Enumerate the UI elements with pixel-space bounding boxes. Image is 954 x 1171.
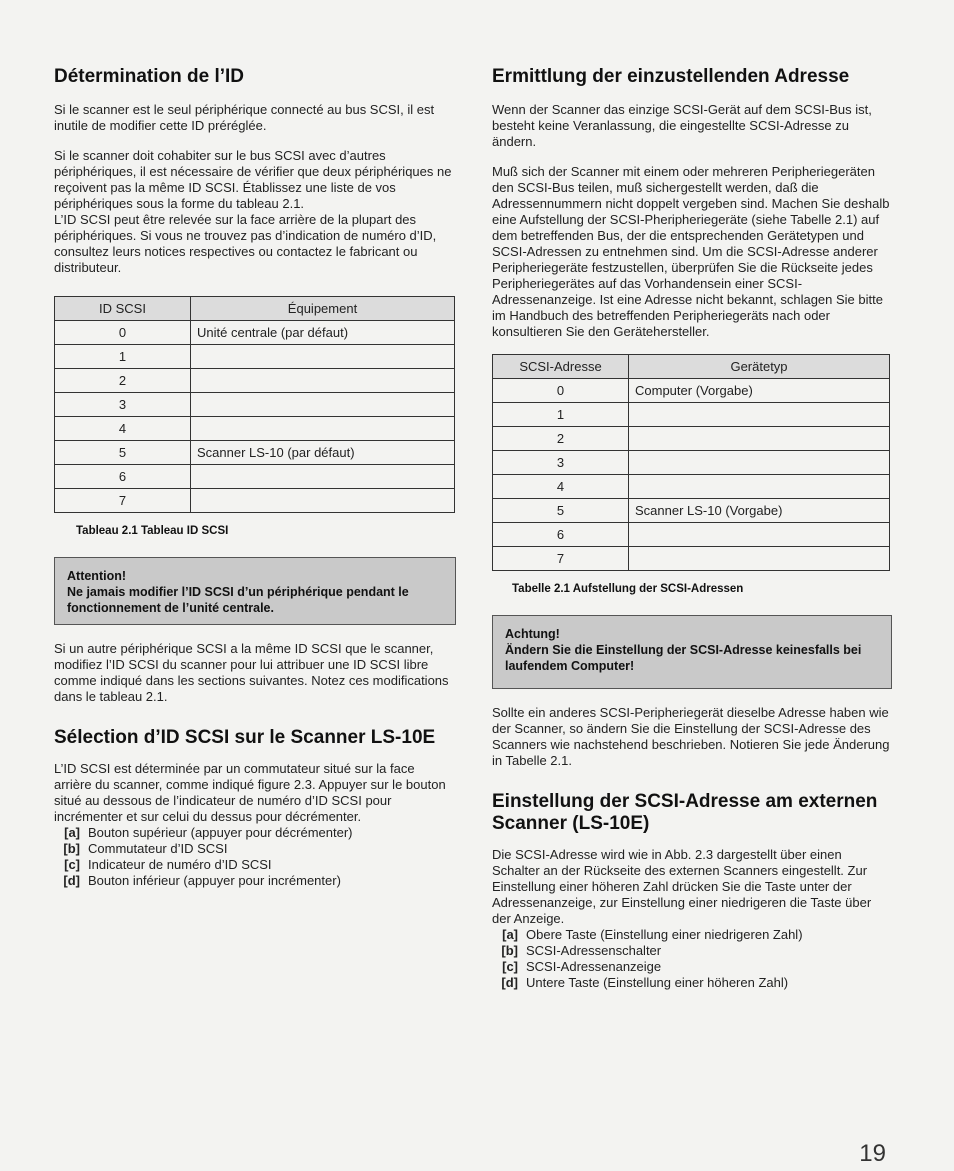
column-header: ID SCSI	[55, 297, 191, 321]
table-cell	[191, 369, 455, 393]
german-column	[492, 66, 890, 991]
column-header: Gerätetyp	[629, 355, 890, 379]
table-cell: 4	[493, 475, 629, 499]
table-row	[55, 369, 455, 393]
table-cell	[629, 547, 890, 571]
table-cell: 2	[493, 427, 629, 451]
table-cell: 1	[493, 403, 629, 427]
column-header: Équipement	[191, 297, 455, 321]
paragraph: Sollte ein anderes SCSI-Peripheriegerät dieselbe Adresse haben wie der Scanner, so ändern Sie die Einstellung der SCSI-Adresse des Scanners wie nachstehend beschrieben. Notieren Sie jede Änderung in Tabelle 2.1.	[492, 705, 890, 768]
table-row	[55, 465, 455, 489]
table-cell	[191, 393, 455, 417]
table-row	[493, 499, 890, 523]
table-cell: 0	[55, 321, 191, 345]
item-text: Indicateur de numéro d’ID SCSI	[88, 857, 272, 872]
item-tag: [b]	[501, 943, 518, 958]
warning-title: Achtung!	[505, 627, 560, 641]
table-cell	[629, 475, 890, 499]
list-item	[54, 841, 454, 857]
warning-box	[54, 557, 456, 625]
item-tag: [d]	[501, 975, 518, 990]
table-cell: Unité centrale (par défaut)	[191, 321, 455, 345]
table-cell	[191, 489, 455, 513]
table-cell: 4	[55, 417, 191, 441]
table-row	[493, 379, 890, 403]
table-cell: Computer (Vorgabe)	[629, 379, 890, 403]
heading-address-setting: Einstellung der SCSI-Adresse am externen Scanner (LS-10E)	[492, 791, 878, 834]
item-text: SCSI-Adressenschalter	[526, 943, 662, 958]
warning-box	[492, 615, 892, 689]
table-cell: 6	[493, 523, 629, 547]
table-cell: 5	[55, 441, 191, 465]
table-row	[493, 403, 890, 427]
table-cell: 6	[55, 465, 191, 489]
warning-title: Attention!	[67, 569, 127, 583]
table-cell	[629, 403, 890, 427]
paragraph: Si le scanner est le seul périphérique connecté au bus SCSI, il est inutile de modifier cette ID préréglée.	[54, 102, 435, 133]
paragraph: Die SCSI-Adresse wird wie in Abb. 2.3 dargestellt über einen Schalter an der Rückseite des externen Scanners eingestellt. Zur Einstellung einer höheren Zahl drücken Sie die Taste unter der Adressenanzeige, zur Einstellung einer niedrigeren die Taste über der Anzeige.	[492, 847, 872, 926]
item-tag: [c]	[502, 959, 518, 974]
parts-list	[492, 927, 890, 991]
list-item	[492, 927, 890, 943]
table-cell	[629, 427, 890, 451]
heading-scanner-id-selection: Sélection d’ID SCSI sur le Scanner LS-10E	[54, 727, 436, 748]
table-cell: 0	[493, 379, 629, 403]
heading-id-determination: Détermination de l’ID	[54, 66, 245, 87]
list-item	[492, 959, 890, 975]
table-cell: 7	[55, 489, 191, 513]
item-tag: [b]	[63, 841, 80, 856]
heading-address-determination: Ermittlung der einzustellenden Adresse	[492, 66, 850, 87]
table-cell: Scanner LS-10 (Vorgabe)	[629, 499, 890, 523]
paragraph: Wenn der Scanner das einzige SCSI-Gerät auf dem SCSI-Bus ist, besteht keine Veranlassung, die eingestellte SCSI-Adresse zu ändern.	[492, 102, 872, 149]
table-cell	[191, 417, 455, 441]
list-item	[54, 857, 454, 873]
paragraph: L’ID SCSI est déterminée par un commutateur situé sur la face arrière du scanner, comme indiqué figure 2.3. Appuyer sur le bouton situé au dessous de l’indicateur de numéro d’ID SCSI pour incrémenter et sur celui du dessus pour décrémenter.	[54, 761, 446, 824]
table-cell	[629, 523, 890, 547]
table-cell: 3	[55, 393, 191, 417]
table-cell: 1	[55, 345, 191, 369]
item-text: Bouton inférieur (appuyer pour incrémenter)	[88, 873, 341, 888]
french-column	[54, 66, 454, 889]
table-header-row	[55, 297, 455, 321]
table-cell: 5	[493, 499, 629, 523]
table-cell	[191, 465, 455, 489]
warning-text: Ne jamais modifier l’ID SCSI d’un périphérique pendant le fonctionnement de l’unité centrale.	[67, 585, 409, 615]
item-text: SCSI-Adressenanzeige	[526, 959, 662, 974]
item-text: Untere Taste (Einstellung einer höheren Zahl)	[526, 975, 789, 990]
item-tag: [c]	[64, 857, 80, 872]
item-tag: [d]	[63, 873, 80, 888]
parts-list	[54, 825, 454, 889]
table-header-row	[493, 355, 890, 379]
list-item	[54, 873, 454, 889]
warning-text: Ändern Sie die Einstellung der SCSI-Adresse keinesfalls bei laufendem Computer!	[505, 643, 862, 673]
page-number: 19	[859, 1140, 886, 1167]
item-text: Commutateur d’ID SCSI	[88, 841, 228, 856]
table-row	[493, 427, 890, 451]
table-row	[493, 547, 890, 571]
item-tag: [a]	[502, 927, 518, 942]
item-tag: [a]	[64, 825, 80, 840]
table-cell	[629, 451, 890, 475]
id-table	[54, 296, 455, 513]
column-header: SCSI-Adresse	[493, 355, 629, 379]
table-row	[55, 321, 455, 345]
address-table	[492, 354, 890, 571]
list-item	[54, 825, 454, 841]
table-cell: 2	[55, 369, 191, 393]
table-row	[55, 417, 455, 441]
item-text: Bouton supérieur (appuyer pour décrémenter)	[88, 825, 353, 840]
table-cell: 3	[493, 451, 629, 475]
table-cell: 7	[493, 547, 629, 571]
item-text: Obere Taste (Einstellung einer niedrigeren Zahl)	[526, 927, 803, 942]
table-row	[55, 393, 455, 417]
table-cell: Scanner LS-10 (par défaut)	[191, 441, 455, 465]
paragraph: Si un autre périphérique SCSI a la même ID SCSI que le scanner, modifiez l’ID SCSI du scanner pour lui attribuer une ID SCSI libre comme indiqué dans les sections suivantes. Notez ces modifications dans le tableau 2.1.	[54, 641, 449, 704]
list-item	[492, 943, 890, 959]
table-row	[55, 441, 455, 465]
table-row	[55, 345, 455, 369]
paragraph: L’ID SCSI peut être relevée sur la face arrière de la plupart des périphériques. Si vous ne trouvez pas d’indication de numéro d’ID, consultez leurs notices respectives ou contactez le fabricant ou distributeur.	[54, 212, 437, 275]
table-row	[55, 489, 455, 513]
paragraph: Muß sich der Scanner mit einem oder mehreren Peripheriegeräten den SCSI-Bus teilen, muß sichergestellt werden, daß die Adressennummern nicht doppelt vergeben sind. Machen Sie deshalb eine Aufstellung der SCSI-Pheripheriegeräte (siehe Tabelle 2.1) auf dem betreffenden Bus, der die entsprechenden Gerätetypen und SCSI-Adressen zu entnehmen sind. Um die SCSI-Adresse anderer Peripheriegeräte festzustellen, überprüfen Sie die Rückseite jedes Peripheriegerätes auf das Vorhandensein einer SCSI-Adressenanzeige. Ist eine Adresse nicht bekannt, schlagen Sie bitte im Handbuch des betreffenden Peripheriegeräts nach oder konsultieren Sie den Gerätehersteller.	[492, 164, 890, 339]
table-row	[493, 523, 890, 547]
table-caption: Tabelle 2.1 Aufstellung der SCSI-Adressen	[512, 583, 744, 595]
table-cell	[191, 345, 455, 369]
table-row	[493, 475, 890, 499]
list-item	[492, 975, 890, 991]
paragraph: Si le scanner doit cohabiter sur le bus SCSI avec d’autres périphériques, il est nécessaire de vérifier que deux périphériques ne reçoivent pas la même ID SCSI. Établissez une liste de vos périphériques sous la forme du tableau 2.1.	[54, 148, 452, 211]
table-row	[493, 451, 890, 475]
table-caption: Tableau 2.1 Tableau ID SCSI	[76, 525, 229, 537]
